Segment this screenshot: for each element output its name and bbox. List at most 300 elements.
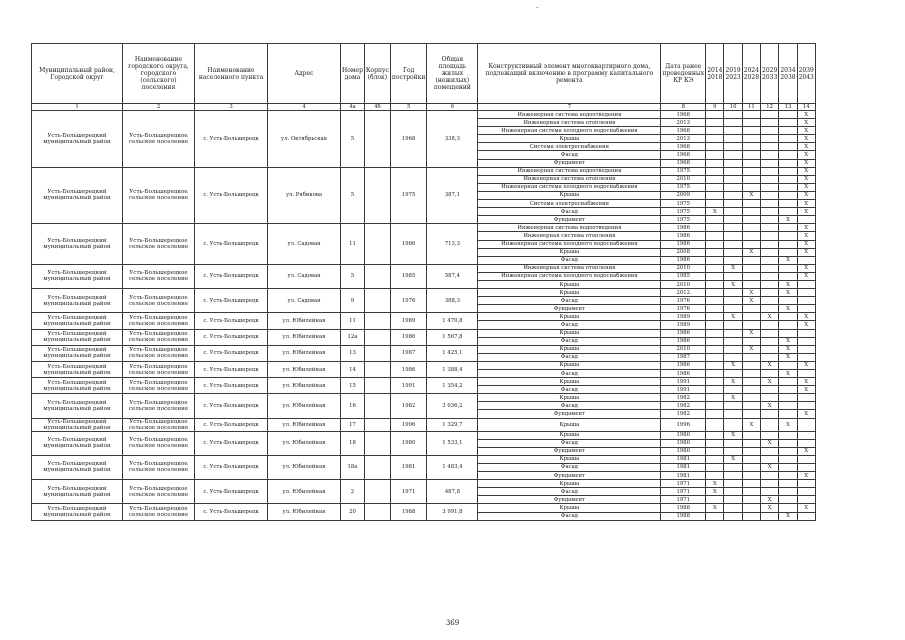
period-mark-cell xyxy=(706,472,724,480)
repair-date-cell: 1975 xyxy=(661,167,706,175)
repair-date-cell: 1986 xyxy=(661,329,706,337)
period-mark-cell: X xyxy=(724,455,742,463)
house-number-cell: 5 xyxy=(341,167,365,224)
repair-date-cell: 2010 xyxy=(661,280,706,288)
period-mark-cell xyxy=(706,256,724,264)
period-mark-cell xyxy=(706,439,724,447)
period-mark-cell xyxy=(724,386,742,394)
period-mark-cell xyxy=(724,370,742,378)
period-mark-cell xyxy=(779,224,797,232)
period-mark-cell xyxy=(779,297,797,305)
settlement-cell: Усть-Большерецкое сельское поселение xyxy=(123,264,195,288)
period-mark-cell xyxy=(706,386,724,394)
house-number-cell: 9 xyxy=(341,289,365,313)
period-mark-cell: X xyxy=(797,361,815,369)
period-mark-cell xyxy=(724,232,742,240)
element-cell: Крыша xyxy=(478,248,661,256)
period-mark-cell: X xyxy=(797,232,815,240)
area-cell: 1 567,8 xyxy=(427,329,478,345)
period-mark-cell xyxy=(761,175,779,183)
house-number-cell: 2 xyxy=(341,480,365,504)
period-mark-cell: X xyxy=(724,264,742,272)
block-cell xyxy=(364,289,390,313)
element-cell: Фасад xyxy=(478,208,661,216)
element-cell: Крыша xyxy=(478,378,661,386)
period-mark-cell xyxy=(706,248,724,256)
period-mark-cell xyxy=(761,248,779,256)
period-mark-cell xyxy=(797,431,815,439)
period-mark-cell xyxy=(742,337,760,345)
period-mark-cell xyxy=(761,183,779,191)
period-mark-cell xyxy=(706,361,724,369)
period-mark-cell xyxy=(761,297,779,305)
period-mark-cell xyxy=(779,378,797,386)
period-mark-cell xyxy=(724,337,742,345)
period-mark-cell xyxy=(706,289,724,297)
build-year-cell: 1987 xyxy=(390,345,427,361)
block-cell xyxy=(364,418,390,431)
period-mark-cell xyxy=(761,191,779,199)
settlement-cell: Усть-Большерецкое сельское поселение xyxy=(123,455,195,479)
period-mark-cell xyxy=(761,431,779,439)
period-mark-cell xyxy=(779,480,797,488)
period-mark-cell xyxy=(779,447,797,455)
district-cell: Усть-Большерецкий муниципальный район xyxy=(32,378,123,394)
district-cell: Усть-Большерецкий муниципальный район xyxy=(32,313,123,329)
period-mark-cell xyxy=(724,143,742,151)
period-mark-cell: X xyxy=(706,208,724,216)
period-mark-cell xyxy=(706,224,724,232)
period-mark-cell: X xyxy=(797,111,815,119)
period-mark-cell xyxy=(797,512,815,520)
repair-date-cell: 1975 xyxy=(661,216,706,224)
period-mark-cell xyxy=(761,329,779,337)
period-mark-cell xyxy=(724,480,742,488)
period-mark-cell xyxy=(761,240,779,248)
header-row xyxy=(32,44,816,104)
element-cell: Система электроснабжения xyxy=(478,143,661,151)
period-mark-cell: X xyxy=(761,496,779,504)
period-mark-cell xyxy=(742,208,760,216)
build-year-cell: 1986 xyxy=(390,224,427,264)
period-mark-cell xyxy=(761,151,779,159)
repair-date-cell: 2009 xyxy=(661,191,706,199)
period-mark-cell xyxy=(761,480,779,488)
repair-date-cell: 1975 xyxy=(661,208,706,216)
area-cell: 338,3 xyxy=(427,111,478,168)
period-mark-cell xyxy=(761,264,779,272)
repair-date-cell: 1988 xyxy=(661,512,706,520)
area-cell: 1 425,1 xyxy=(427,345,478,361)
column-number: 10 xyxy=(724,104,742,111)
period-mark-cell xyxy=(742,402,760,410)
period-mark-cell xyxy=(724,200,742,208)
period-mark-cell xyxy=(779,232,797,240)
block-cell xyxy=(364,264,390,288)
district-cell: Усть-Большерецкий муниципальный район xyxy=(32,431,123,455)
locality-cell: с. Усть-Большерецк xyxy=(195,504,268,520)
column-header: Корпус (блок) xyxy=(364,44,390,104)
period-mark-cell xyxy=(761,488,779,496)
house-number-cell: 5 xyxy=(341,111,365,168)
period-mark-cell xyxy=(742,183,760,191)
period-mark-cell xyxy=(706,394,724,402)
element-cell: Фундамент xyxy=(478,447,661,455)
period-mark-cell xyxy=(797,463,815,471)
period-mark-cell: X xyxy=(779,345,797,353)
period-mark-cell xyxy=(779,402,797,410)
build-year-cell: 1982 xyxy=(390,394,427,418)
period-mark-cell xyxy=(724,183,742,191)
period-mark-cell xyxy=(742,439,760,447)
period-mark-cell xyxy=(761,272,779,280)
district-cell: Усть-Большерецкий муниципальный район xyxy=(32,345,123,361)
element-cell: Инженерная система холодного водоснабжения xyxy=(478,240,661,248)
period-mark-cell xyxy=(742,463,760,471)
column-number: 2 xyxy=(123,104,195,111)
period-mark-cell xyxy=(724,504,742,512)
period-mark-cell: X xyxy=(706,488,724,496)
period-mark-cell xyxy=(761,512,779,520)
block-cell xyxy=(364,345,390,361)
period-mark-cell: X xyxy=(761,361,779,369)
period-mark-cell xyxy=(779,135,797,143)
repair-date-cell: 1986 xyxy=(661,256,706,264)
period-mark-cell: X xyxy=(761,378,779,386)
period-mark-cell xyxy=(742,361,760,369)
build-year-cell: 1968 xyxy=(390,111,427,168)
period-mark-cell xyxy=(742,111,760,119)
column-header: Муниципальный район, Городской округ xyxy=(32,44,123,104)
period-mark-cell: X xyxy=(797,159,815,167)
period-mark-cell xyxy=(706,410,724,418)
period-mark-cell xyxy=(742,431,760,439)
column-header: Год постройки xyxy=(390,44,427,104)
table-row xyxy=(32,431,816,439)
period-mark-cell xyxy=(724,305,742,313)
period-mark-cell xyxy=(724,240,742,248)
period-mark-cell: X xyxy=(761,463,779,471)
period-mark-cell: X xyxy=(761,402,779,410)
area-cell: 1 388,4 xyxy=(427,361,478,377)
period-mark-cell: X xyxy=(761,313,779,321)
settlement-cell: Усть-Большерецкое сельское поселение xyxy=(123,480,195,504)
period-mark-cell xyxy=(742,224,760,232)
period-mark-cell: X xyxy=(779,337,797,345)
period-mark-cell xyxy=(706,175,724,183)
column-number: 3 xyxy=(195,104,268,111)
element-cell: Крыша xyxy=(478,361,661,369)
period-mark-cell: X xyxy=(797,135,815,143)
block-cell xyxy=(364,504,390,520)
locality-cell: с. Усть-Большерецк xyxy=(195,224,268,264)
repair-date-cell: 1975 xyxy=(661,200,706,208)
block-cell xyxy=(364,394,390,418)
build-year-cell: 1988 xyxy=(390,504,427,520)
house-number-cell: 16 xyxy=(341,394,365,418)
period-mark-cell: X xyxy=(797,240,815,248)
district-cell: Усть-Большерецкий муниципальный район xyxy=(32,480,123,504)
repair-date-cell: 1968 xyxy=(661,143,706,151)
period-mark-cell xyxy=(724,345,742,353)
period-mark-cell: X xyxy=(779,256,797,264)
element-cell: Инженерная система отопления xyxy=(478,264,661,272)
repair-date-cell: 1980 xyxy=(661,439,706,447)
column-header: Адрес xyxy=(268,44,341,104)
repair-date-cell: 1989 xyxy=(661,321,706,329)
period-mark-cell xyxy=(761,386,779,394)
district-cell: Усть-Большерецкий муниципальный район xyxy=(32,167,123,224)
period-mark-cell xyxy=(706,200,724,208)
locality-cell: с. Усть-Большерецк xyxy=(195,313,268,329)
column-header: Общая площадь жилых (нежилых) помещений xyxy=(427,44,478,104)
period-mark-cell xyxy=(724,353,742,361)
period-mark-cell: X xyxy=(724,378,742,386)
element-cell: Фасад xyxy=(478,353,661,361)
block-cell xyxy=(364,111,390,168)
period-mark-cell: X xyxy=(779,280,797,288)
period-mark-cell xyxy=(761,256,779,264)
settlement-cell: Усть-Большерецкое сельское поселение xyxy=(123,418,195,431)
period-mark-cell: X xyxy=(779,512,797,520)
period-mark-cell xyxy=(797,394,815,402)
period-mark-cell xyxy=(724,135,742,143)
block-cell xyxy=(364,313,390,329)
period-mark-cell xyxy=(779,167,797,175)
build-year-cell: 1991 xyxy=(390,378,427,394)
repair-date-cell: 2013 xyxy=(661,135,706,143)
area-cell: 3 991,8 xyxy=(427,504,478,520)
period-mark-cell xyxy=(779,431,797,439)
settlement-cell: Усть-Большерецкое сельское поселение xyxy=(123,431,195,455)
period-mark-cell xyxy=(724,447,742,455)
street-cell: ул. Юбилейная xyxy=(268,378,341,394)
district-cell: Усть-Большерецкий муниципальный район xyxy=(32,111,123,168)
period-mark-cell xyxy=(724,175,742,183)
period-mark-cell: X xyxy=(724,431,742,439)
period-mark-cell xyxy=(706,402,724,410)
period-mark-cell xyxy=(742,370,760,378)
period-mark-cell: X xyxy=(797,313,815,321)
street-cell: ул. Юбилейная xyxy=(268,504,341,520)
element-cell: Фасад xyxy=(478,463,661,471)
period-mark-cell xyxy=(779,191,797,199)
element-cell: Фасад xyxy=(478,297,661,305)
period-mark-cell xyxy=(761,111,779,119)
period-mark-cell xyxy=(742,512,760,520)
repair-date-cell: 1986 xyxy=(661,240,706,248)
period-mark-cell: X xyxy=(797,191,815,199)
column-header: Наименование городского округа, городского (сельского) поселения xyxy=(123,44,195,104)
period-mark-cell xyxy=(706,431,724,439)
street-cell: ул. Юбилейная xyxy=(268,313,341,329)
period-mark-cell xyxy=(724,127,742,135)
repair-date-cell: 2013 xyxy=(661,119,706,127)
settlement-cell: Усть-Большерецкое сельское поселение xyxy=(123,378,195,394)
period-mark-cell xyxy=(742,143,760,151)
period-mark-cell xyxy=(779,119,797,127)
period-mark-cell xyxy=(797,455,815,463)
period-mark-cell xyxy=(742,264,760,272)
period-mark-cell xyxy=(761,208,779,216)
repair-date-cell: 1991 xyxy=(661,386,706,394)
element-cell: Инженерная система отопления xyxy=(478,119,661,127)
element-cell: Инженерная система отопления xyxy=(478,232,661,240)
period-mark-cell xyxy=(742,321,760,329)
repair-date-cell: 1996 xyxy=(661,418,706,431)
build-year-cell: 1985 xyxy=(390,264,427,288)
column-header: Конструктивный элемент многоквартирного дома, подлежащий включению в программу капитального ремонта xyxy=(478,44,661,104)
period-mark-cell: X xyxy=(797,378,815,386)
period-mark-cell xyxy=(724,321,742,329)
repair-date-cell: 2012 xyxy=(661,289,706,297)
settlement-cell: Усть-Большерецкое сельское поселение xyxy=(123,111,195,168)
period-mark-cell: X xyxy=(779,289,797,297)
period-mark-cell: X xyxy=(779,305,797,313)
column-number: 4 xyxy=(268,104,341,111)
settlement-cell: Усть-Большерецкое сельское поселение xyxy=(123,289,195,313)
locality-cell: с. Усть-Большерецк xyxy=(195,329,268,345)
period-mark-cell xyxy=(706,313,724,321)
column-header: Номер дома xyxy=(341,44,365,104)
repair-date-cell: 2010 xyxy=(661,264,706,272)
period-mark-cell xyxy=(742,386,760,394)
element-cell: Крыша xyxy=(478,191,661,199)
district-cell: Усть-Большерецкий муниципальный район xyxy=(32,329,123,345)
period-mark-cell xyxy=(761,224,779,232)
block-cell xyxy=(364,431,390,455)
repair-date-cell: 1980 xyxy=(661,447,706,455)
period-mark-cell: X xyxy=(797,143,815,151)
column-number: 4б xyxy=(364,104,390,111)
build-year-cell: 1996 xyxy=(390,418,427,431)
period-mark-cell xyxy=(779,504,797,512)
table-row xyxy=(32,167,816,175)
repair-date-cell: 1982 xyxy=(661,394,706,402)
element-cell: Крыша xyxy=(478,329,661,337)
period-mark-cell xyxy=(797,488,815,496)
period-mark-cell: X xyxy=(742,297,760,305)
street-cell: ул. Юбилейная xyxy=(268,361,341,377)
table-row xyxy=(32,224,816,232)
repair-date-cell: 1981 xyxy=(661,472,706,480)
period-mark-cell xyxy=(761,370,779,378)
repair-date-cell: 2010 xyxy=(661,345,706,353)
table-row xyxy=(32,345,816,353)
period-mark-cell xyxy=(761,345,779,353)
locality-cell: с. Усть-Большерецк xyxy=(195,361,268,377)
period-mark-cell xyxy=(706,512,724,520)
street-cell: ул. Садовая xyxy=(268,224,341,264)
period-mark-cell xyxy=(797,439,815,447)
house-number-cell: 15 xyxy=(341,378,365,394)
district-cell: Усть-Большерецкий муниципальный район xyxy=(32,264,123,288)
element-cell: Фасад xyxy=(478,337,661,345)
period-mark-cell xyxy=(724,216,742,224)
top-mark: · xyxy=(536,4,539,12)
period-mark-cell xyxy=(742,313,760,321)
period-mark-cell xyxy=(706,272,724,280)
area-cell: 1 329,7 xyxy=(427,418,478,431)
period-mark-cell xyxy=(724,167,742,175)
period-mark-cell xyxy=(706,455,724,463)
repair-date-cell: 1981 xyxy=(661,463,706,471)
area-cell: 3 036,2 xyxy=(427,394,478,418)
element-cell: Крыша xyxy=(478,480,661,488)
period-mark-cell xyxy=(724,418,742,431)
street-cell: ул. Октябрьская xyxy=(268,111,341,168)
repair-date-cell: 2010 xyxy=(661,175,706,183)
build-year-cell: 1980 xyxy=(390,431,427,455)
column-number: 8 xyxy=(661,104,706,111)
element-cell: Инженерная система водоотведения xyxy=(478,224,661,232)
period-mark-cell xyxy=(797,337,815,345)
period-mark-cell xyxy=(797,345,815,353)
period-mark-cell xyxy=(706,151,724,159)
period-mark-cell xyxy=(742,280,760,288)
period-mark-cell: X xyxy=(742,248,760,256)
period-mark-cell xyxy=(797,280,815,288)
element-cell: Крыша xyxy=(478,394,661,402)
period-mark-cell xyxy=(724,159,742,167)
locality-cell: с. Усть-Большерецк xyxy=(195,431,268,455)
locality-cell: с. Усть-Большерецк xyxy=(195,264,268,288)
table-body xyxy=(32,111,816,521)
period-mark-cell: X xyxy=(797,410,815,418)
period-mark-cell xyxy=(797,402,815,410)
period-mark-cell xyxy=(706,159,724,167)
repair-date-cell: 1986 xyxy=(661,370,706,378)
column-header: 2019 2023 xyxy=(724,44,742,104)
district-cell: Усть-Большерецкий муниципальный район xyxy=(32,394,123,418)
period-mark-cell xyxy=(724,151,742,159)
house-number-cell: 18а xyxy=(341,455,365,479)
house-number-cell: 12а xyxy=(341,329,365,345)
column-header: Наименование населенного пункта xyxy=(195,44,268,104)
area-cell: 1 470,8 xyxy=(427,313,478,329)
repair-date-cell: 1991 xyxy=(661,378,706,386)
locality-cell: с. Усть-Большерецк xyxy=(195,455,268,479)
period-mark-cell: X xyxy=(797,183,815,191)
element-cell: Фасад xyxy=(478,386,661,394)
district-cell: Усть-Большерецкий муниципальный район xyxy=(32,361,123,377)
repair-date-cell: 1986 xyxy=(661,232,706,240)
locality-cell: с. Усть-Большерецк xyxy=(195,378,268,394)
period-mark-cell: X xyxy=(761,504,779,512)
element-cell: Крыша xyxy=(478,418,661,431)
period-mark-cell: X xyxy=(742,191,760,199)
repair-date-cell: 1971 xyxy=(661,480,706,488)
house-number-cell: 5 xyxy=(341,264,365,288)
period-mark-cell: X xyxy=(797,119,815,127)
period-mark-cell: X xyxy=(797,504,815,512)
district-cell: Усть-Большерецкий муниципальный район xyxy=(32,504,123,520)
repair-date-cell: 1976 xyxy=(661,297,706,305)
element-cell: Фасад xyxy=(478,321,661,329)
period-mark-cell xyxy=(724,496,742,504)
table-row xyxy=(32,394,816,402)
period-mark-cell xyxy=(742,232,760,240)
period-mark-cell xyxy=(706,337,724,345)
period-mark-cell: X xyxy=(797,224,815,232)
period-mark-cell xyxy=(761,410,779,418)
repair-date-cell: 1968 xyxy=(661,159,706,167)
period-mark-cell: X xyxy=(779,370,797,378)
table-row xyxy=(32,504,816,512)
build-year-cell: 1971 xyxy=(390,480,427,504)
period-mark-cell xyxy=(724,329,742,337)
period-mark-cell xyxy=(742,240,760,248)
